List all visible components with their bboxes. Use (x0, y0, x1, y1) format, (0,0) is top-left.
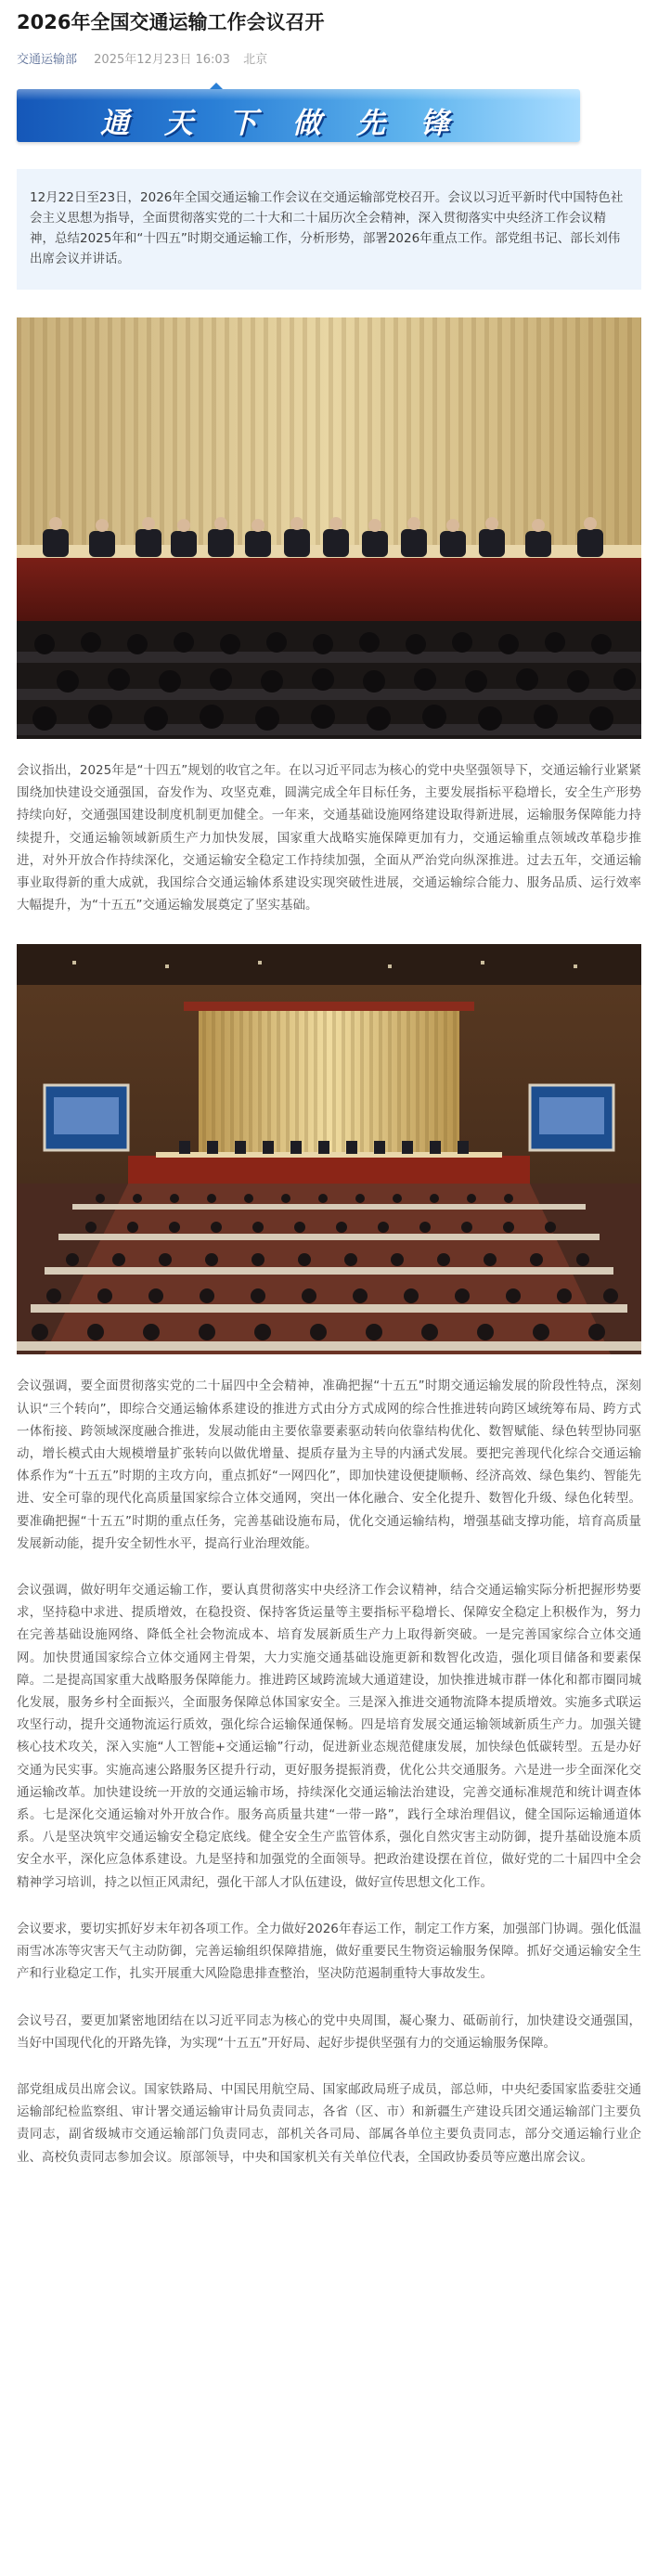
article-paragraph: 部党组成员出席会议。国家铁路局、中国民用航空局、国家邮政局班子成员，部总师，中央纪委国家监委驻交通运输部纪检监察组、审计署交通运输审计局负责同志，各省（区、市）和新疆生产建设兵团交通运输部门主要负责同志，副省级城市交通运输部门负责同志，部机关各司局、部属各单位主要负责同志，部分交通运输行业企业、高校负责同志参加会议。原部领导，中央和国家机关有关单位代表，全国政协委员等应邀出席会议。 (17, 2081, 641, 2165)
banner (17, 89, 641, 156)
hall-photo-image (17, 944, 641, 1354)
account-name-link[interactable]: 交通运输部 (17, 53, 78, 67)
stage-photo-image (17, 317, 641, 739)
article-paragraph: 会议强调，做好明年交通运输工作，要认真贯彻落实中央经济工作会议精神，结合交通运输实际分析把握形势要求，坚持稳中求进、提质增效，在稳投资、保持客货运量等主要指标平稳增长、保障安全稳定上积极作为，努力在完善基础设施网络、降低全社会物流成本、培育发展新质生产力上取得新突破。一是完善国家综合立体交通网。加快贯通国家综合立体交通网主骨架，大力实施交通基础设施更新和数智化改造，强化项目储备和要素保障。二是提高国家重大战略服务保障能力。推进跨区域跨流域大通道建设，加快推进城市群一体化和都市圈同城化发展，服务乡村全面振兴，全面服务保障总体国家安全。三是深入推进交通物流降本提质增效。实施多式联运攻坚行动，提升交通物流运行质效，强化综合运输保通保畅。四是培育发展交通运输领域新质生产力。加强关键核心技术攻关，深入实施“人工智能+交通运输”行动，促进新业态规范健康发展，加快绿色低碳转型。五是办好交通为民实事。实施高速公路服务区提升行动，更好服务提振消费，优化公共交通服务。六是进一步全面深化交通运输改革。加快建设统一开放的交通运输市场，持续深化交通运输法治建设，完善交通标准规范和统计调查体系。七是深化交通运输对外开放合作。服务高质量共建“一带一路”，践行全球治理倡议，健全国际运输通道体系。八是坚决筑牢交通运输安全稳定底线。健全安全生产监管体系，强化自然灾害主动防御，提升基础设施本质安全水平，深化应急体系建设。九是坚持和加强党的全面领导。把政治建设摆在首位，做好党的二十届四中全会精神学习培训，持之以恒正风肃纪，强化干部人才队伍建设，做好宣传思想文化工作。 (17, 1583, 641, 1890)
article-meta (17, 52, 641, 69)
meeting-photo-stage[interactable] (17, 317, 641, 739)
article-paragraph: 会议号召，要更加紧密地团结在以习近平同志为核心的党中央周围，凝心聚力、砥砺前行，加快建设交通强国，当好中国现代化的开路先锋，为实现“十五五”开好局、起好步提供坚强有力的交通运输服务保障。 (17, 2013, 641, 2051)
meeting-photo-hall[interactable] (17, 944, 641, 1354)
article-title: 2026年全国交通运输工作会议召开 (17, 11, 325, 33)
banner-ribbon (17, 89, 580, 142)
intro-box: 12月22日至23日，2026年全国交通运输工作会议在交通运输部党校召开。会议以习近平新时代中国特色社会主义思想为指导，全面贯彻落实党的二十大和二十届历次全会精神，深入贯彻落实中央经济工作会议精神，总结2025年和“十四五”时期交通运输工作，分析形势，部署2026年重点工作。部党组书记、部长刘伟出席会议并讲话。 (17, 169, 641, 290)
publish-time: 2025年12月23日 16:03 (94, 53, 230, 67)
article-paragraph: 会议要求，要切实抓好岁末年初各项工作。全力做好2026年春运工作，制定工作方案，加强部门协调。强化低温雨雪冰冻等灾害天气主动防御，完善运输组织保障措施，做好重要民生物资运输服务保障。抓好交通运输安全生产和行业稳定工作，扎实开展重大风险隐患排查整治，坚决防范遏制重特大事故发生。 (17, 1921, 641, 1982)
article-paragraph: 会议强调，要全面贯彻落实党的二十届四中全会精神，准确把握“十五五”时期交通运输发展的阶段性特点，深刻认识“三个转向”，即综合交通运输体系建设的推进方式由分方式成网的综合性推进转向跨区域统筹布局、跨方式一体衔接、跨领域深度融合推进，发展动能由主要依靠要素驱动转向依靠结构优化、数智赋能、绿色转型协同驱动，增长模式由大规模增量扩张转向以做优增量、提质存量为主导的内涵式发展。要把完善现代化综合交通运输体系作为“十五五”时期的主攻方向，重点抓好“一网四化”，即加快建设便捷顺畅、经济高效、绿色集约、智能先进、安全可靠的现代化高质量国家综合立体交通网，突出一体化融合、安全化提升、数智化升级、绿色化转型。要准确把握“十五五”时期的重点任务，完善基础设施布局，优化交通运输结构，增强基础支撑功能，培育高质量发展新动能，提升安全韧性水平，提高行业治理效能。 (17, 1379, 641, 1551)
publish-location: 北京 (243, 53, 268, 67)
article-paragraph: 会议指出，2025年是“十四五”规划的收官之年。在以习近平同志为核心的党中央坚强领导下，交通运输行业紧紧围绕加快建设交通强国，奋发作为、攻坚克难，圆满完成全年目标任务，主要发展指标平稳增长，安全生产形势持续向好，交通强国建设制度机制更加健全。一年来，交通基础设施网络建设取得新进展，运输服务保障能力持续提升，交通运输领域新质生产力加快发展，国家重大战略实施保障更加有力，交通运输重点领域改革稳步推进，对外开放合作持续深化，交通运输安全稳定工作持续加强，全面从严治党向纵深推进。过去五年，交通运输事业取得新的重大成就，我国综合交通运输体系建设实现突破性进展，交通运输综合能力、服务品质、运行效率大幅提升，为“十五五”交通运输发展奠定了坚实基础。 (17, 763, 641, 913)
banner-slogan: 通天下做先锋 (100, 107, 484, 140)
